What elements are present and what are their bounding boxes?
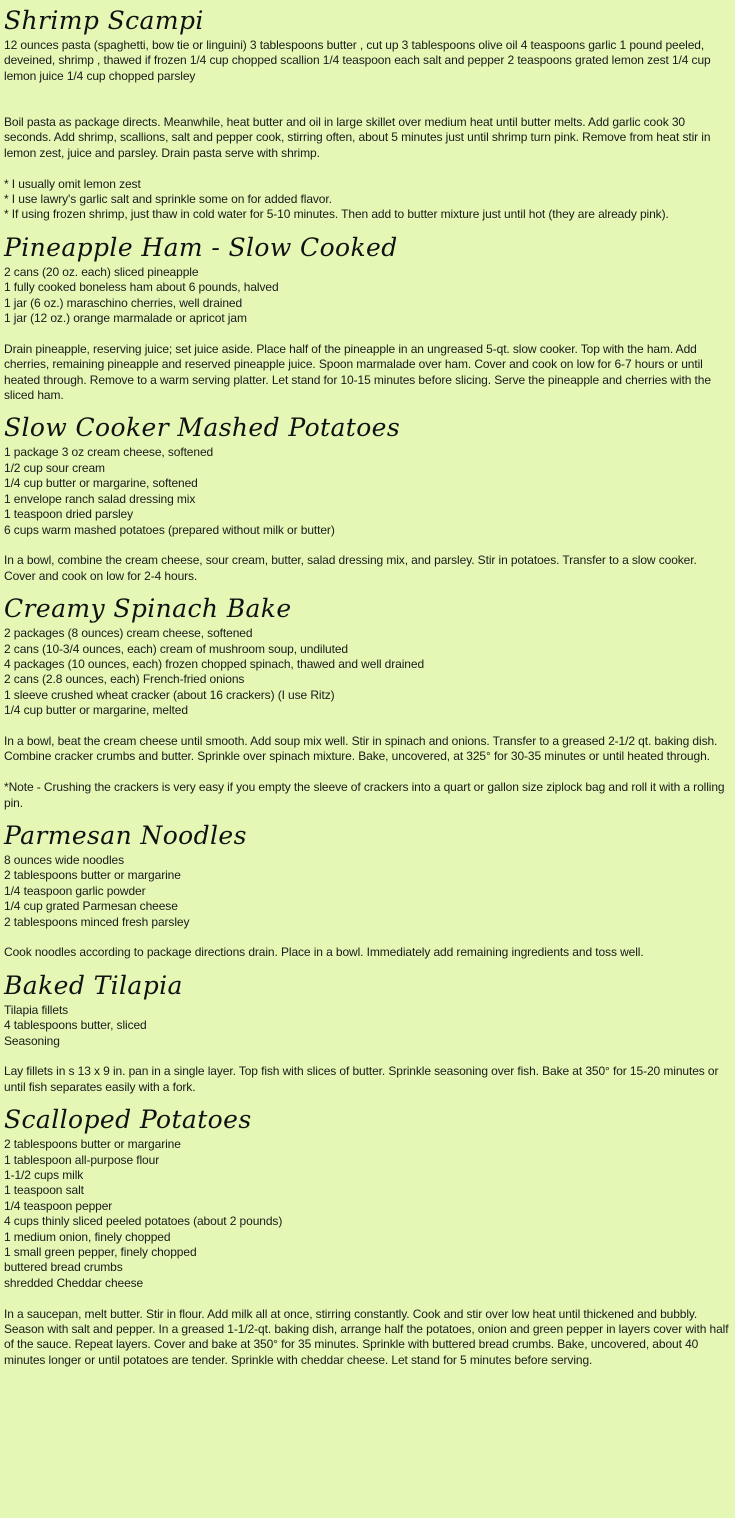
ingredient-line: 1/4 cup grated Parmesan cheese <box>4 899 178 914</box>
instructions: Cook noodles according to package directions drain. Place in a bowl. Immediately add remaining ingredients and toss well. <box>4 945 644 960</box>
ingredient-list: 12 ounces pasta (spaghetti, bow tie or linguini) 3 tablespoons butter , cut up 3 tablespoons olive oil 4 teaspoons garlic 1 pound peeled, deveined, shrimp , thawed if frozen 1/4 cup chopped scallion 1/4 teaspoon each salt and pepper 2 teaspoons grated lemon zest 1/4 cup lemon juice 1/4 cup chopped parsley <box>4 38 711 83</box>
ingredient-line: 1/4 cup butter or margarine, melted <box>4 703 188 718</box>
recipe-pineapple-ham <box>4 231 730 404</box>
recipe-title: Slow Cooker Mashed Potatoes <box>4 413 401 443</box>
ingredient-line: 1 teaspoon salt <box>4 1183 84 1198</box>
ingredient-line: 2 tablespoons butter or margarine <box>4 868 181 883</box>
ingredient-line: 1 tablespoon all-purpose flour <box>4 1152 160 1167</box>
instructions: Lay fillets in s 13 x 9 in. pan in a single layer. Top fish with slices of butter. Sprinkle seasoning over fish. Bake at 350° for 15-20 minutes or until fish separates easily with a fork. <box>4 1064 719 1094</box>
recipe-creamy-spinach-bake <box>4 592 730 811</box>
ingredient-line: Seasoning <box>4 1033 60 1048</box>
ingredient-line: 1 teaspoon dried parsley <box>4 507 134 522</box>
ingredient-line: 1 jar (6 oz.) maraschino cherries, well drained <box>4 295 243 310</box>
ingredient-line: 1/4 teaspoon pepper <box>4 1198 113 1213</box>
ingredient-line: 6 cups warm mashed potatoes (prepared without milk or butter) <box>4 522 335 537</box>
ingredient-line: 1 package 3 oz cream cheese, softened <box>4 445 214 460</box>
recipe-title: Shrimp Scampi <box>4 6 204 35</box>
ingredient-line: 1 small green pepper, finely chopped <box>4 1245 197 1260</box>
ingredient-line: 1 sleeve crushed wheat cracker (about 16 crackers) (I use Ritz) <box>4 687 335 702</box>
ingredient-line: 4 tablespoons butter, sliced <box>4 1018 147 1033</box>
ingredient-line: 4 packages (10 ounces, each) frozen chopped spinach, thawed and well drained <box>4 656 425 671</box>
ingredient-line: 1/4 cup butter or margarine, softened <box>4 476 198 491</box>
recipe-title: Pineapple Ham - Slow Cooked <box>4 232 398 262</box>
ingredient-line: Tilapia fillets <box>4 1002 69 1017</box>
recipe-slow-cooker-mashed-potatoes <box>4 411 730 584</box>
recipe-title: Parmesan Noodles <box>4 820 247 850</box>
ingredient-line: 8 ounces wide noodles <box>4 852 124 867</box>
ingredient-line: 1 envelope ranch salad dressing mix <box>4 491 196 506</box>
ingredient-line: 1-1/2 cups milk <box>4 1168 84 1183</box>
ingredient-line: 2 cans (10-3/4 ounces, each) cream of mushroom soup, undiluted <box>4 641 348 656</box>
ingredient-line: 2 tablespoons minced fresh parsley <box>4 914 190 929</box>
instructions: Boil pasta as package directs. Meanwhile, heat butter and oil in large skillet over medium heat until butter melts. Add garlic cook 30 seconds. Add shrimp, scallions, salt and pepper cook, stirring often, about 5 minutes just until shrimp turn pink. Remove from heat stir in lemon zest, juice and parsley. Drain pasta serve with shrimp. <box>4 115 711 160</box>
instructions: In a bowl, combine the cream cheese, sour cream, butter, salad dressing mix, and parsley. Stir in potatoes. Transfer to a slow cooker. Cover and cook on low for 2-4 hours. <box>4 553 697 583</box>
ingredient-line: 2 tablespoons butter or margarine <box>4 1137 181 1152</box>
ingredient-line: 4 cups thinly sliced peeled potatoes (about 2 pounds) <box>4 1214 283 1229</box>
ingredient-line: 2 cans (2.8 ounces, each) French-fried onions <box>4 672 245 687</box>
note-line: * If using frozen shrimp, just thaw in cold water for 5-10 minutes. Then add to butter mixture just until hot (they are already pink). <box>4 207 669 222</box>
ingredient-line: 2 packages (8 ounces) cream cheese, softened <box>4 626 253 641</box>
recipe-title: Scalloped Potatoes <box>4 1105 252 1135</box>
ingredient-line: 2 cans (20 oz. each) sliced pineapple <box>4 264 199 279</box>
instructions: In a bowl, beat the cream cheese until smooth. Add soup mix well. Stir in spinach and onions. Transfer to a greased 2-1/2 qt. baking dish. Combine cracker crumbs and butter. Sprinkle over spinach mixture. Bake, uncovered, at 325° for 30-35 minutes or until heated through. <box>4 733 718 764</box>
ingredient-line: 1 medium onion, finely chopped <box>4 1229 171 1244</box>
recipe-parmesan-noodles <box>4 819 730 961</box>
note-line: * I usually omit lemon zest <box>4 176 141 191</box>
recipe-title: Baked Tilapia <box>4 970 183 1000</box>
recipe-scalloped-potatoes <box>4 1103 730 1368</box>
recipe-baked-tilapia <box>4 969 730 1095</box>
recipe-shrimp-scampi <box>4 4 730 223</box>
ingredient-line: shredded Cheddar cheese <box>4 1275 144 1290</box>
instructions: Drain pineapple, reserving juice; set juice aside. Place half of the pineapple in an ungreased 5-qt. slow cooker. Top with the ham. Add cherries, remaining pineapple and reserved pineapple juice. Spoon marmalade over ham. Cover and cook on low for 6-7 hours or until heated through. Remove to a warm serving platter. Let stand for 10-15 minutes before slicing. Serve the pineapple and cherries with the sliced ham. <box>4 341 711 403</box>
ingredient-line: buttered bread crumbs <box>4 1260 123 1275</box>
note-line: *Note - Crushing the crackers is very easy if you empty the sleeve of crackers into a quart or gallon size ziplock bag and roll it with a rolling pin. <box>4 780 725 810</box>
ingredient-line: 1 fully cooked boneless ham about 6 pounds, halved <box>4 280 279 295</box>
recipe-title: Creamy Spinach Bake <box>4 594 292 624</box>
ingredient-line: 1/4 teaspoon garlic powder <box>4 883 146 898</box>
note-line: * I use lawry's garlic salt and sprinkle some on for added flavor. <box>4 192 332 207</box>
instructions: In a saucepan, melt butter. Stir in flour. Add milk all at once, stirring constantly. Cook and stir over low heat until thickened and bubbly. Season with salt and pepper. In a greased 1-1/2-qt. baking dish, arrange half the potatoes, onion and green pepper in layers cover with half of the sauce. Repeat layers. Cover and bake at 350° for 35 minutes. Sprinkle with buttered bread crumbs. Bake, uncovered, about 40 minutes longer or until potatoes are tender. Sprinkle with cheddar cheese. Let stand for 5 minutes before serving. <box>4 1306 729 1367</box>
ingredient-line: 1 jar (12 oz.) orange marmalade or apricot jam <box>4 311 247 326</box>
ingredient-line: 1/2 cup sour cream <box>4 460 105 475</box>
